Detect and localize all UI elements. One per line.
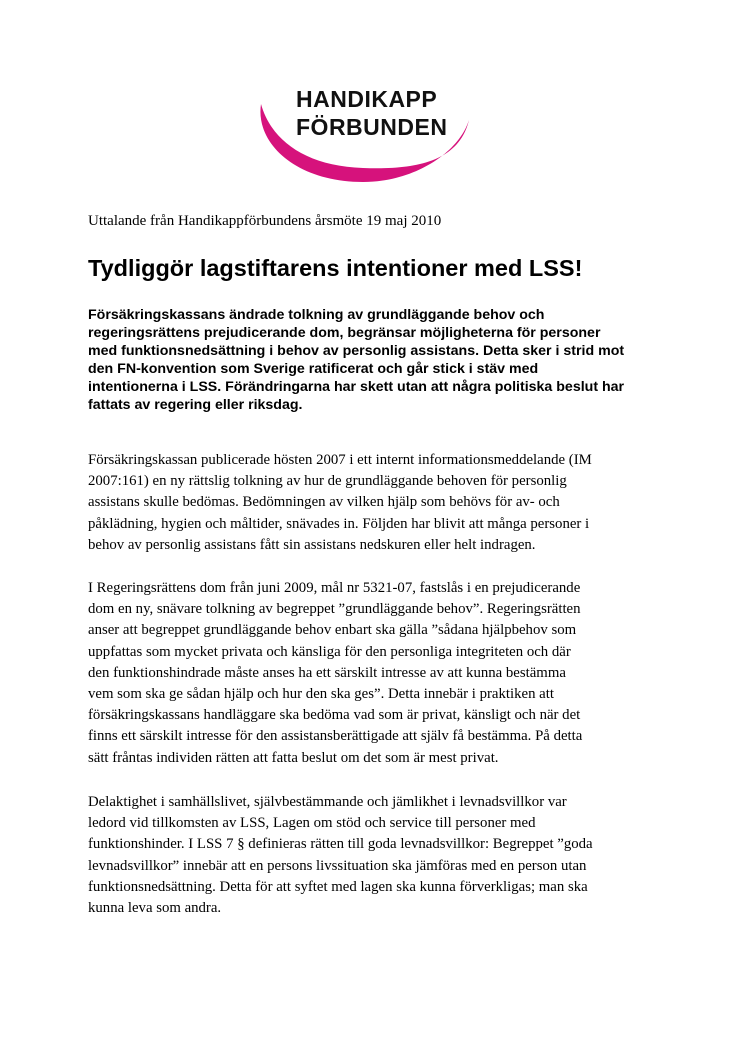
paragraph-line: försäkringskassans handläggare ska bedöma vad som är privat, känsligt och när det: [88, 707, 581, 724]
paragraph-line: Försäkringskassan publicerade hösten 2007 i ett internt informationsmeddelande (IM: [88, 452, 592, 468]
paragraph-line: funktionshinder. I LSS 7 § definieras rätten till goda levnadsvillkor: Begreppet ”goda: [88, 836, 593, 853]
lead-line: regeringsrättens prejudicerande dom, begränsar möjligheterna för personer: [88, 325, 601, 341]
body-paragraph-2: [88, 578, 688, 769]
lead-line: fattats av regering eller riksdag.: [88, 397, 303, 413]
lead-line: den FN-konvention som Sverige ratificerat och går stick i stäv med: [88, 361, 539, 377]
paragraph-line: sätt fråntas individen rätten att fatta beslut om det som är mest privat.: [88, 749, 499, 766]
paragraph-line: uppfattas som mycket privata och känsliga för den personliga integriteten och där: [88, 643, 571, 660]
paragraph-line: anser att begreppet grundläggande behov enbart ska gälla ”sådana hjälpbehov som: [88, 622, 577, 639]
paragraph-line: levnadsvillkor” innebär att en persons livssituation ska jämföras med en person utan: [88, 857, 587, 874]
logo-text-line-1: HANDIKAPP: [296, 86, 438, 112]
paragraph-line: ledord vid tillkomsten av LSS, Lagen om stöd och service till personer med: [88, 815, 536, 832]
paragraph-line: vem som ska ge sådan hjälp och hur den ska ges”. Detta innebär i praktiken att: [88, 686, 554, 703]
paragraph-line: Delaktighet i samhällslivet, självbestämmande och jämlikhet i levnadsvillkor var: [88, 794, 567, 810]
paragraph-line: behov av personlig assistans fått sin assistans nedskuren eller helt indragen.: [88, 536, 536, 553]
lead-line: Försäkringskassans ändrade tolkning av grundläggande behov och: [88, 307, 545, 323]
lead-paragraph: [88, 306, 678, 414]
body-paragraph-1: [88, 450, 688, 556]
body-paragraph-3: [88, 792, 688, 919]
paragraph-line: assistans skulle bedömas. Bedömningen av vilken hjälp som behövs för av- och: [88, 494, 560, 511]
paragraph-line: finns ett särskilt intresse för den assistansberättigade att själv få bestämma. På detta: [88, 728, 583, 745]
logo-text-line-2: FÖRBUNDEN: [296, 114, 448, 140]
paragraph-line: den funktionshindrade måste anses ha ett särskilt intresse av att kunna bestämma: [88, 664, 566, 681]
lead-line: intentionerna i LSS. Förändringarna har skett utan att några politiska beslut har: [88, 379, 625, 395]
intro-line: Uttalande från Handikappförbundens årsmöte 19 maj 2010: [88, 213, 442, 229]
paragraph-line: 2007:161) en ny rättslig tolkning av hur de grundläggande behoven för personlig: [88, 473, 567, 490]
handikappforbunden-logo: [255, 82, 475, 190]
lead-line: med funktionsnedsättning i behov av personlig assistans. Detta sker i strid mot: [88, 343, 625, 359]
paragraph-line: funktionsnedsättning. Detta för att syftet med lagen ska kunna förverkligas; man ska: [88, 878, 588, 895]
paragraph-line: kunna leva som andra.: [88, 900, 222, 917]
page-title: Tydliggör lagstiftarens intentioner med LSS!: [88, 255, 583, 281]
paragraph-line: påklädning, hygien och måltider, snävades in. Följden har blivit att många personer i: [88, 515, 590, 532]
paragraph-line: dom en ny, snävare tolkning av begreppet ”grundläggande behov”. Regeringsrätten: [88, 601, 581, 618]
paragraph-line: I Regeringsrättens dom från juni 2009, mål nr 5321-07, fastslås i en prejudicerande: [88, 580, 581, 596]
